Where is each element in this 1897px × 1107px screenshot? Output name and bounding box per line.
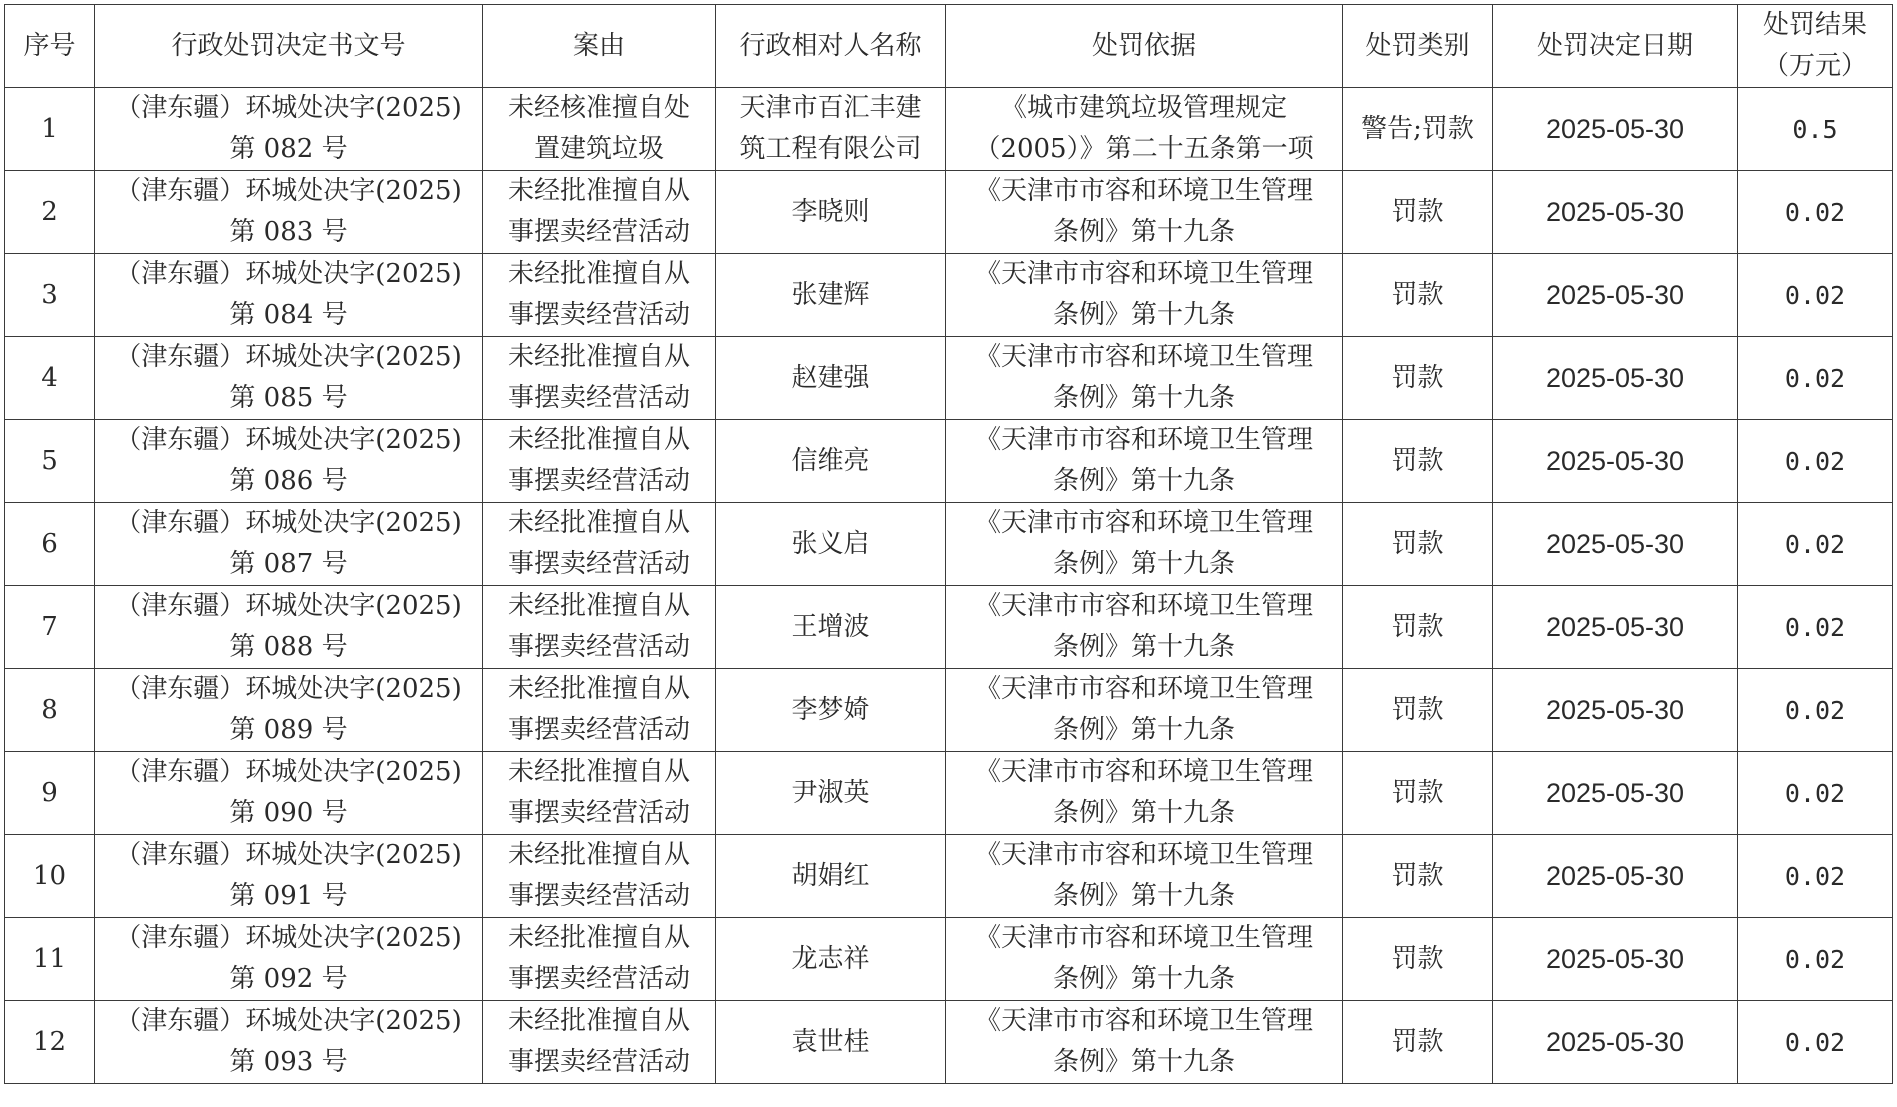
doc-no-line2: 第 084 号 (229, 300, 348, 330)
table-row (5, 669, 1893, 752)
cause-line2: 事摆卖经营活动 (507, 715, 690, 745)
cause-line1: 未经批准擅自从 (507, 508, 690, 538)
table-row (5, 752, 1893, 835)
cell-index: 4 (5, 337, 95, 420)
cell-amount: 0.02 (1738, 171, 1893, 254)
cause-line1: 未经批准擅自从 (507, 840, 690, 870)
cell-index: 11 (5, 918, 95, 1001)
doc-no-line1: （津东疆）环城处决字(2025) (115, 591, 462, 621)
cell-amount: 0.02 (1738, 669, 1893, 752)
cell-doc-no (95, 420, 483, 503)
basis-line2: 条例》第十九条 (1052, 964, 1235, 994)
cause-line2: 事摆卖经营活动 (507, 549, 690, 579)
cell-party: 王增波 (716, 586, 946, 669)
doc-no-line2: 第 092 号 (229, 964, 348, 994)
cause-line2: 事摆卖经营活动 (507, 964, 690, 994)
cell-party: 赵建强 (716, 337, 946, 420)
table-row (5, 254, 1893, 337)
cell-basis (946, 88, 1343, 171)
cell-index: 8 (5, 669, 95, 752)
cell-category: 罚款 (1343, 1001, 1493, 1084)
cell-cause (483, 420, 716, 503)
basis-line1: 《天津市市容和环境卫生管理 (974, 508, 1313, 538)
cell-amount: 0.02 (1738, 835, 1893, 918)
cell-date: 2025-05-30 (1493, 337, 1738, 420)
cell-date: 2025-05-30 (1493, 171, 1738, 254)
cell-basis (946, 171, 1343, 254)
cell-party: 张义启 (716, 503, 946, 586)
cell-party: 胡娟红 (716, 835, 946, 918)
cell-party: 袁世桂 (716, 1001, 946, 1084)
table-row (5, 586, 1893, 669)
cause-line1: 未经批准擅自从 (507, 342, 690, 372)
cause-line2: 事摆卖经营活动 (507, 383, 690, 413)
cell-index: 1 (5, 88, 95, 171)
doc-no-line1: （津东疆）环城处决字(2025) (115, 425, 462, 455)
cause-line1: 未经批准擅自从 (507, 674, 690, 704)
header-category: 处罚类别 (1343, 5, 1493, 88)
header-result-line2: （万元） (1762, 51, 1867, 81)
cell-party: 信维亮 (716, 420, 946, 503)
cell-category: 罚款 (1343, 669, 1493, 752)
basis-line2: 条例》第十九条 (1052, 632, 1235, 662)
doc-no-line2: 第 087 号 (229, 549, 348, 579)
cell-basis (946, 1001, 1343, 1084)
cause-line1: 未经批准擅自从 (507, 1006, 690, 1036)
header-date: 处罚决定日期 (1493, 5, 1738, 88)
doc-no-line1: （津东疆）环城处决字(2025) (115, 342, 462, 372)
table-row (5, 171, 1893, 254)
cell-date: 2025-05-30 (1493, 1001, 1738, 1084)
cell-doc-no (95, 337, 483, 420)
cell-doc-no (95, 88, 483, 171)
cell-basis (946, 586, 1343, 669)
cell-basis (946, 669, 1343, 752)
table-row (5, 918, 1893, 1001)
header-doc-no: 行政处罚决定书文号 (95, 5, 483, 88)
cell-category: 罚款 (1343, 420, 1493, 503)
basis-line1: 《天津市市容和环境卫生管理 (974, 1006, 1313, 1036)
cell-amount: 0.02 (1738, 503, 1893, 586)
doc-no-line1: （津东疆）环城处决字(2025) (115, 923, 462, 953)
cell-index: 7 (5, 586, 95, 669)
basis-line2: 条例》第十九条 (1052, 715, 1235, 745)
cause-line2: 置建筑垃圾 (533, 134, 664, 164)
table-row (5, 1001, 1893, 1084)
header-cause: 案由 (483, 5, 716, 88)
cell-index: 10 (5, 835, 95, 918)
cell-party: 李晓则 (716, 171, 946, 254)
basis-line1: 《天津市市容和环境卫生管理 (974, 757, 1313, 787)
header-index: 序号 (5, 5, 95, 88)
cell-doc-no (95, 503, 483, 586)
cell-doc-no (95, 586, 483, 669)
doc-no-line1: （津东疆）环城处决字(2025) (115, 1006, 462, 1036)
party-line2: 筑工程有限公司 (739, 134, 922, 164)
cell-date: 2025-05-30 (1493, 669, 1738, 752)
basis-line1: 《天津市市容和环境卫生管理 (974, 923, 1313, 953)
doc-no-line2: 第 086 号 (229, 466, 348, 496)
basis-line1: 《天津市市容和环境卫生管理 (974, 674, 1313, 704)
table-row (5, 337, 1893, 420)
cause-line2: 事摆卖经营活动 (507, 1047, 690, 1077)
basis-line2: 条例》第十九条 (1052, 798, 1235, 828)
cell-cause (483, 503, 716, 586)
cell-index: 5 (5, 420, 95, 503)
cell-basis (946, 503, 1343, 586)
cell-cause (483, 669, 716, 752)
basis-line1: 《天津市市容和环境卫生管理 (974, 176, 1313, 206)
header-result (1738, 5, 1893, 88)
basis-line2: 条例》第十九条 (1052, 383, 1235, 413)
cell-doc-no (95, 254, 483, 337)
basis-line1: 《天津市市容和环境卫生管理 (974, 425, 1313, 455)
cell-index: 2 (5, 171, 95, 254)
doc-no-line2: 第 082 号 (229, 134, 348, 164)
header-result-line1: 处罚结果 (1762, 10, 1867, 40)
cause-line2: 事摆卖经营活动 (507, 798, 690, 828)
cell-date: 2025-05-30 (1493, 420, 1738, 503)
cell-category: 罚款 (1343, 918, 1493, 1001)
basis-line2: （2005）》第二十五条第一项 (974, 134, 1314, 164)
cell-date: 2025-05-30 (1493, 835, 1738, 918)
cell-party: 张建辉 (716, 254, 946, 337)
cell-date: 2025-05-30 (1493, 586, 1738, 669)
cell-doc-no (95, 752, 483, 835)
cause-line2: 事摆卖经营活动 (507, 881, 690, 911)
basis-line1: 《天津市市容和环境卫生管理 (974, 259, 1313, 289)
cell-amount: 0.02 (1738, 586, 1893, 669)
cell-doc-no (95, 918, 483, 1001)
cell-party (716, 88, 946, 171)
cell-date: 2025-05-30 (1493, 752, 1738, 835)
cell-cause (483, 254, 716, 337)
doc-no-line2: 第 083 号 (229, 217, 348, 247)
cell-cause (483, 171, 716, 254)
doc-no-line1: （津东疆）环城处决字(2025) (115, 840, 462, 870)
header-party: 行政相对人名称 (716, 5, 946, 88)
cause-line2: 事摆卖经营活动 (507, 217, 690, 247)
cause-line2: 事摆卖经营活动 (507, 466, 690, 496)
cell-category: 罚款 (1343, 171, 1493, 254)
table-row (5, 88, 1893, 171)
cell-cause (483, 835, 716, 918)
doc-no-line1: （津东疆）环城处决字(2025) (115, 674, 462, 704)
cause-line1: 未经批准擅自从 (507, 591, 690, 621)
cell-cause (483, 337, 716, 420)
basis-line1: 《城市建筑垃圾管理规定 (1000, 93, 1287, 123)
doc-no-line2: 第 088 号 (229, 632, 348, 662)
party-line1: 天津市百汇丰建 (739, 93, 922, 123)
cell-cause (483, 1001, 716, 1084)
cell-doc-no (95, 171, 483, 254)
cause-line1: 未经批准擅自从 (507, 259, 690, 289)
basis-line2: 条例》第十九条 (1052, 1047, 1235, 1077)
cell-category: 罚款 (1343, 752, 1493, 835)
cell-cause (483, 586, 716, 669)
doc-no-line2: 第 093 号 (229, 1047, 348, 1077)
cause-line1: 未经批准擅自从 (507, 425, 690, 455)
cell-basis (946, 337, 1343, 420)
cause-line1: 未经批准擅自从 (507, 757, 690, 787)
cell-category: 罚款 (1343, 586, 1493, 669)
table-body (5, 88, 1893, 1084)
table-row (5, 420, 1893, 503)
doc-no-line2: 第 089 号 (229, 715, 348, 745)
doc-no-line1: （津东疆）环城处决字(2025) (115, 259, 462, 289)
cell-category: 罚款 (1343, 503, 1493, 586)
cell-index: 3 (5, 254, 95, 337)
cell-date: 2025-05-30 (1493, 918, 1738, 1001)
basis-line2: 条例》第十九条 (1052, 549, 1235, 579)
cell-party: 李梦婍 (716, 669, 946, 752)
basis-line1: 《天津市市容和环境卫生管理 (974, 342, 1313, 372)
basis-line2: 条例》第十九条 (1052, 217, 1235, 247)
cell-basis (946, 752, 1343, 835)
cell-doc-no (95, 835, 483, 918)
cause-line2: 事摆卖经营活动 (507, 632, 690, 662)
cell-amount: 0.02 (1738, 1001, 1893, 1084)
doc-no-line2: 第 085 号 (229, 383, 348, 413)
cell-index: 6 (5, 503, 95, 586)
cell-basis (946, 918, 1343, 1001)
cell-category: 警告;罚款 (1343, 88, 1493, 171)
cell-category: 罚款 (1343, 835, 1493, 918)
cell-party: 龙志祥 (716, 918, 946, 1001)
cell-amount: 0.5 (1738, 88, 1893, 171)
basis-line2: 条例》第十九条 (1052, 300, 1235, 330)
doc-no-line1: （津东疆）环城处决字(2025) (115, 508, 462, 538)
cell-index: 12 (5, 1001, 95, 1084)
penalty-table (4, 4, 1893, 1084)
header-basis: 处罚依据 (946, 5, 1343, 88)
cell-date: 2025-05-30 (1493, 503, 1738, 586)
header-row (5, 5, 1893, 88)
cell-category: 罚款 (1343, 337, 1493, 420)
cell-party: 尹淑英 (716, 752, 946, 835)
cause-line1: 未经批准擅自从 (507, 176, 690, 206)
basis-line2: 条例》第十九条 (1052, 466, 1235, 496)
cell-date: 2025-05-30 (1493, 88, 1738, 171)
doc-no-line1: （津东疆）环城处决字(2025) (115, 757, 462, 787)
basis-line1: 《天津市市容和环境卫生管理 (974, 840, 1313, 870)
doc-no-line2: 第 090 号 (229, 798, 348, 828)
cell-date: 2025-05-30 (1493, 254, 1738, 337)
cell-amount: 0.02 (1738, 420, 1893, 503)
cause-line2: 事摆卖经营活动 (507, 300, 690, 330)
cell-doc-no (95, 1001, 483, 1084)
cell-category: 罚款 (1343, 254, 1493, 337)
cell-cause (483, 752, 716, 835)
cell-cause (483, 88, 716, 171)
cell-doc-no (95, 669, 483, 752)
cell-basis (946, 420, 1343, 503)
cell-index: 9 (5, 752, 95, 835)
cell-amount: 0.02 (1738, 254, 1893, 337)
doc-no-line1: （津东疆）环城处决字(2025) (115, 93, 462, 123)
cell-amount: 0.02 (1738, 752, 1893, 835)
cell-basis (946, 835, 1343, 918)
cell-cause (483, 918, 716, 1001)
basis-line1: 《天津市市容和环境卫生管理 (974, 591, 1313, 621)
table-row (5, 835, 1893, 918)
basis-line2: 条例》第十九条 (1052, 881, 1235, 911)
doc-no-line2: 第 091 号 (229, 881, 348, 911)
cell-amount: 0.02 (1738, 918, 1893, 1001)
doc-no-line1: （津东疆）环城处决字(2025) (115, 176, 462, 206)
cause-line1: 未经批准擅自从 (507, 923, 690, 953)
table-row (5, 503, 1893, 586)
cause-line1: 未经核准擅自处 (507, 93, 690, 123)
cell-basis (946, 254, 1343, 337)
cell-amount: 0.02 (1738, 337, 1893, 420)
